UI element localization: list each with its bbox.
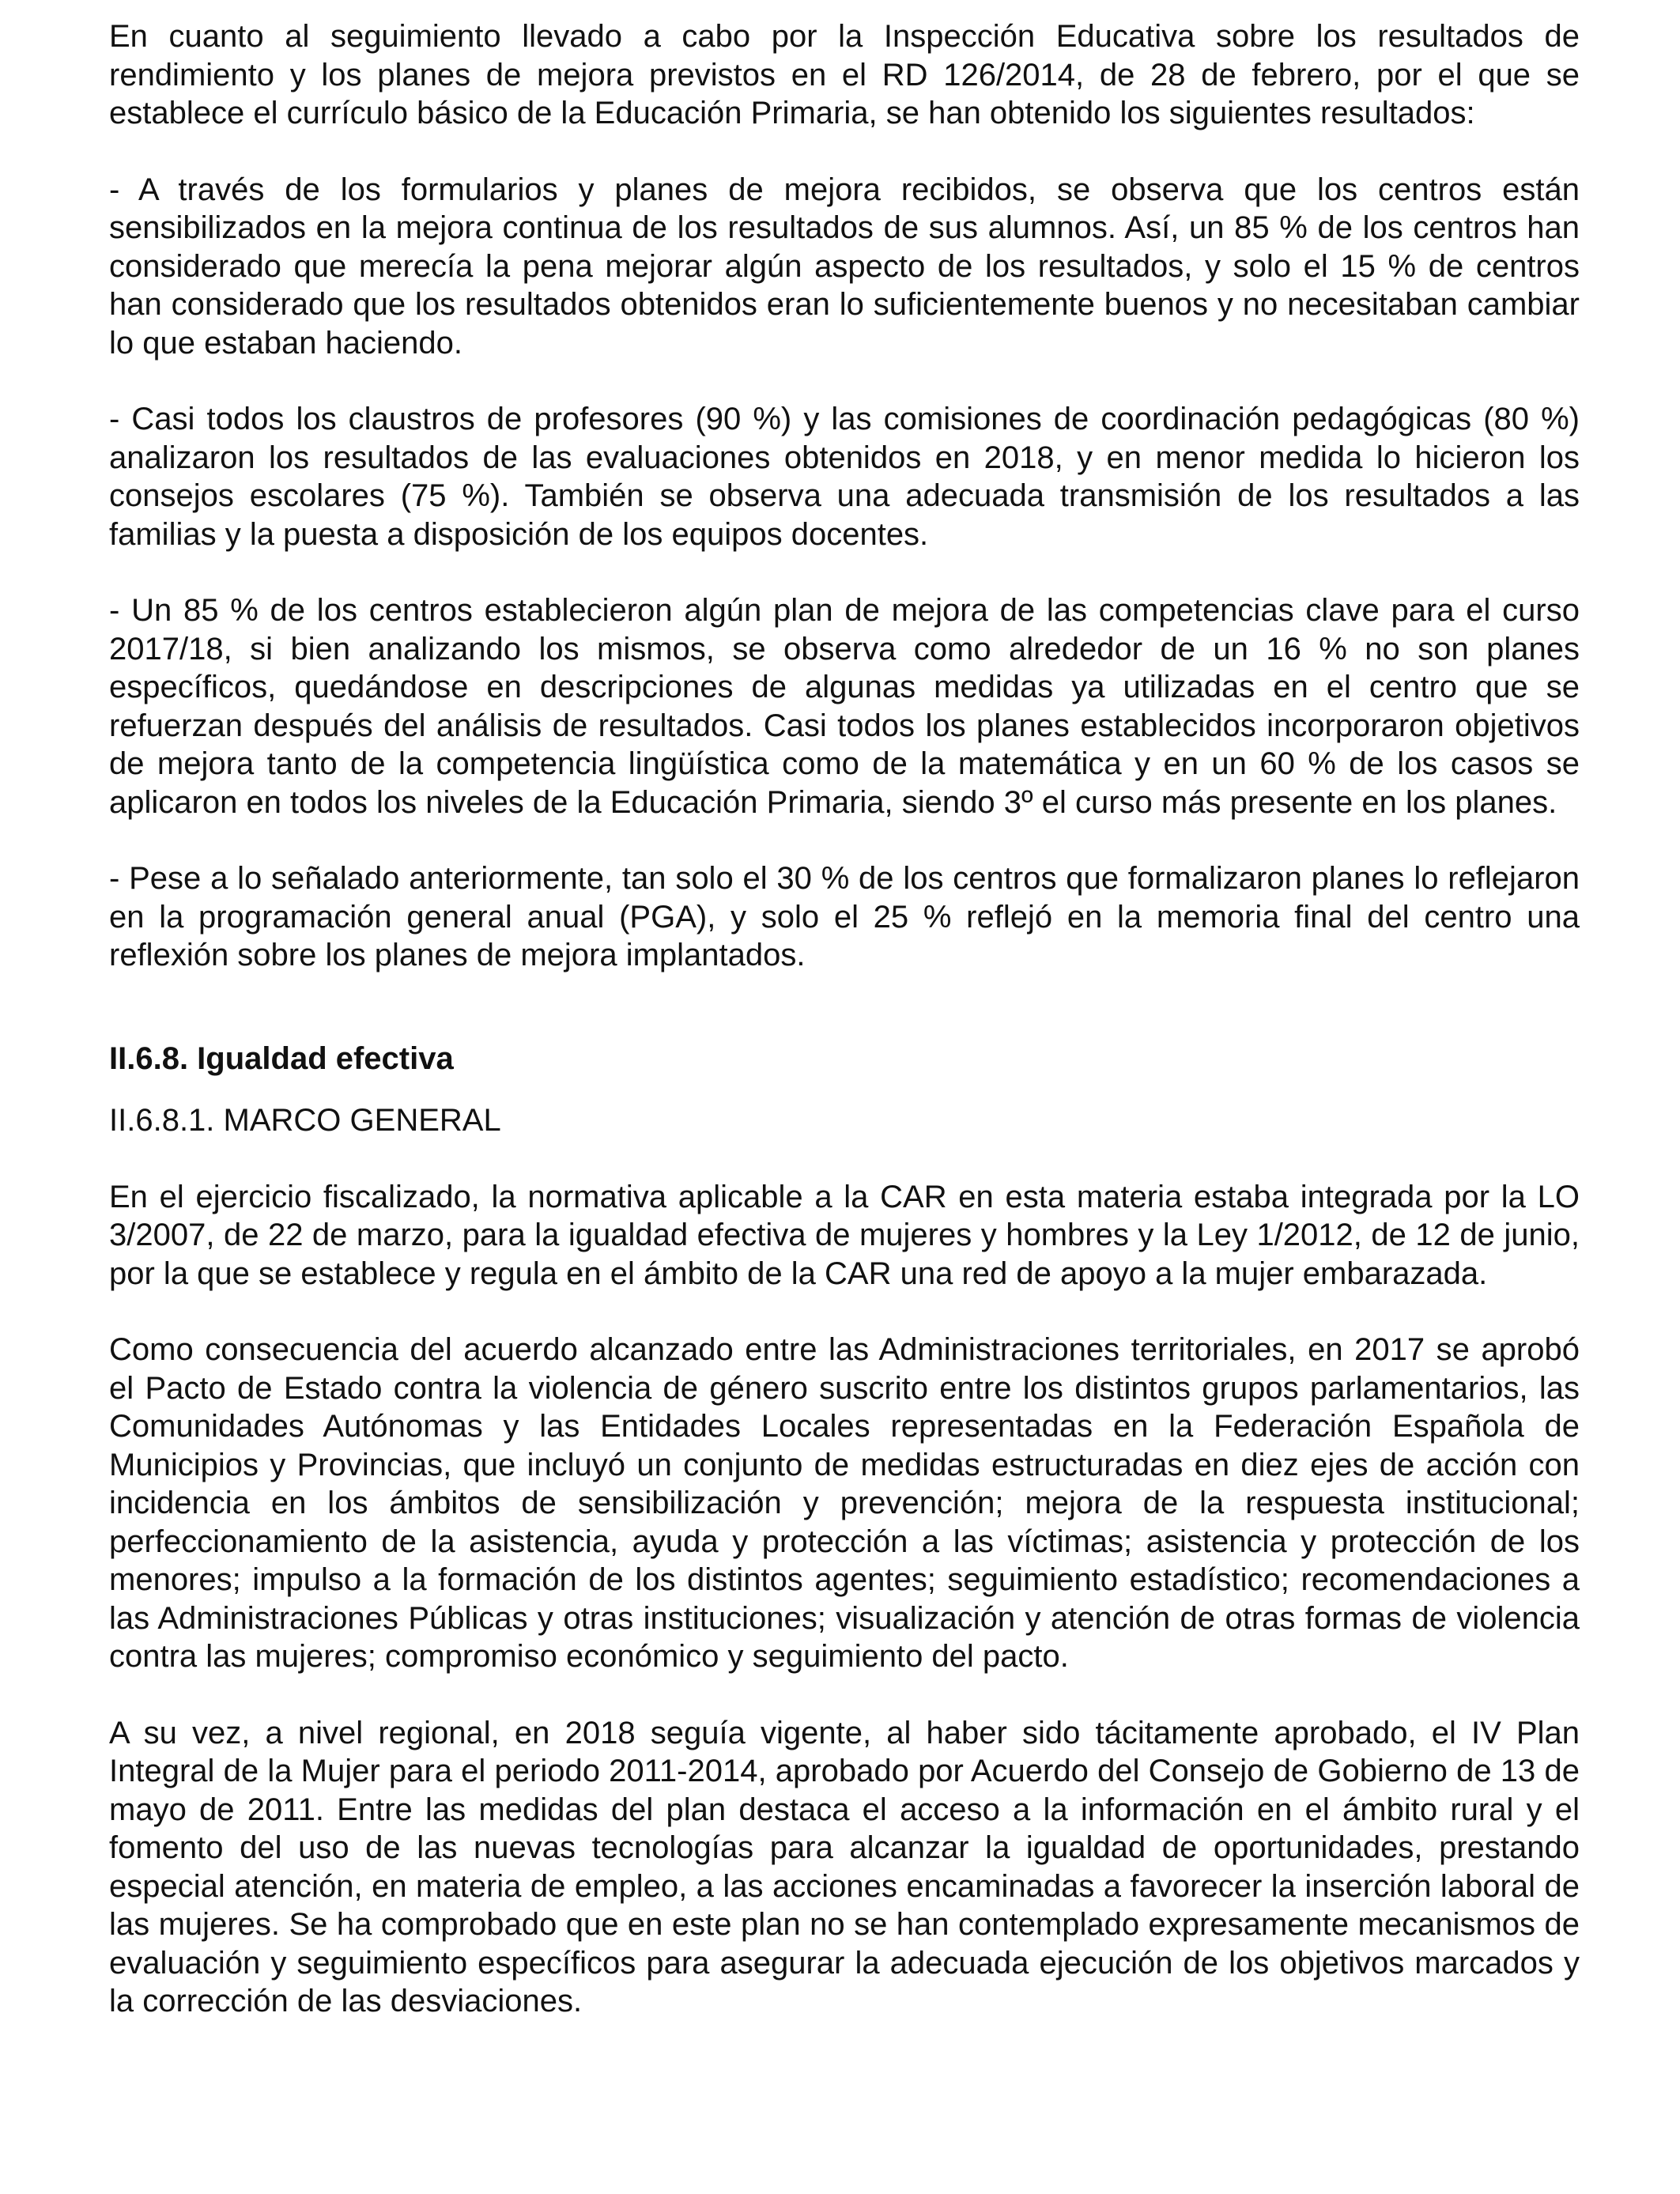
paragraph-bullet-claustros: - Casi todos los claustros de profesores (90 %) y las comisiones de coordinación pedagógicas (80 %) analizaron los resultados de las evaluaciones obtenidos en 2018, y en menor medida lo hicieron los consejos escolares (75 %). También se observa una adecuada transmisión de los resultados a las familias y la puesta a disposición de los equipos docentes. [109, 402, 1580, 552]
section-heading: II.6.8. Igualdad efectiva [109, 1040, 454, 1076]
paragraph-intro: En cuanto al seguimiento llevado a cabo por la Inspección Educativa sobre los resultados de rendimiento y los planes de mejora previstos en el RD 126/2014, de 28 de febrero, por el que se establece el currículo básico de la Educación Primaria, se han obtenido los siguientes resultados: [109, 19, 1580, 130]
paragraph-pacto-estado: Como consecuencia del acuerdo alcanzado entre las Administraciones territoriales, en 2017 se aprobó el Pacto de Estado contra la violencia de género suscrito entre los distintos grupos parlamentarios, las Comunidades Autónomas y las Entidades Locales representadas en la Federación Española de Municipios y Provincias, que incluyó un conjunto de medidas estructuradas en diez ejes de acción con incidencia en los ámbitos de sensibilización y prevención; mejora de la respuesta institucional; perfeccionamiento de la asistencia, ayuda y protección a las víctimas; asistencia y protección de los menores; impulso a la formación de los distintos agentes; seguimiento estadístico; recomendaciones a las Administraciones Públicas y otras instituciones; visualización y atención de otras formas de violencia contra las mujeres; compromiso económico y seguimiento del pacto. [109, 1332, 1580, 1674]
subsection-heading: II.6.8.1. MARCO GENERAL [109, 1103, 501, 1138]
document-page [109, 17, 1580, 2059]
paragraph-normativa: En el ejercicio fiscalizado, la normativa aplicable a la CAR en esta materia estaba integrada por la LO 3/2007, de 22 de marzo, para la igualdad efectiva de mujeres y hombres y la Ley 1/2012, de 12 de junio, por la que se establece y regula en el ámbito de la CAR una red de apoyo a la mujer embarazada. [109, 1179, 1580, 1291]
paragraph-plan-integral: A su vez, a nivel regional, en 2018 seguía vigente, al haber sido tácitamente aprobado, el IV Plan Integral de la Mujer para el periodo 2011-2014, aprobado por Acuerdo del Consejo de Gobierno de 13 de mayo de 2011. Entre las medidas del plan destaca el acceso a la información en el ámbito rural y el fomento del uso de las nuevas tecnologías para alcanzar la igualdad de oportunidades, prestando especial atención, en materia de empleo, a las acciones encaminadas a favorecer la inserción laboral de las mujeres. Se ha comprobado que en este plan no se han contemplado expresamente mecanismos de evaluación y seguimiento específicos para asegurar la adecuada ejecución de los objetivos marcados y la corrección de las desviaciones. [109, 1715, 1580, 2018]
paragraph-bullet-formularios: - A través de los formularios y planes de mejora recibidos, se observa que los centros están sensibilizados en la mejora continua de los resultados de sus alumnos. Así, un 85 % de los centros han considerado que merecía la pena mejorar algún aspecto de los resultados, y solo el 15 % de centros han considerado que los resultados obtenidos eran lo suficientemente buenos y no necesitaban cambiar lo que estaban haciendo. [109, 172, 1580, 361]
paragraph-bullet-pga: - Pese a lo señalado anteriormente, tan solo el 30 % de los centros que formalizaron planes lo reflejaron en la programación general anual (PGA), y solo el 25 % reflejó en la memoria final del centro una reflexión sobre los planes de mejora implantados. [109, 861, 1580, 972]
paragraph-bullet-planes-mejora: - Un 85 % de los centros establecieron algún plan de mejora de las competencias clave para el curso 2017/18, si bien analizando los mismos, se observa como alrededor de un 16 % no son planes específicos, quedándose en descripciones de algunas medidas ya utilizadas en el centro que se refuerzan después del análisis de resultados. Casi todos los planes establecidos incorporaron objetivos de mejora tanto de la competencia lingüística como de la matemática y en un 60 % de los casos se aplicaron en todos los niveles de la Educación Primaria, siendo 3º el curso más presente en los planes. [109, 593, 1580, 820]
